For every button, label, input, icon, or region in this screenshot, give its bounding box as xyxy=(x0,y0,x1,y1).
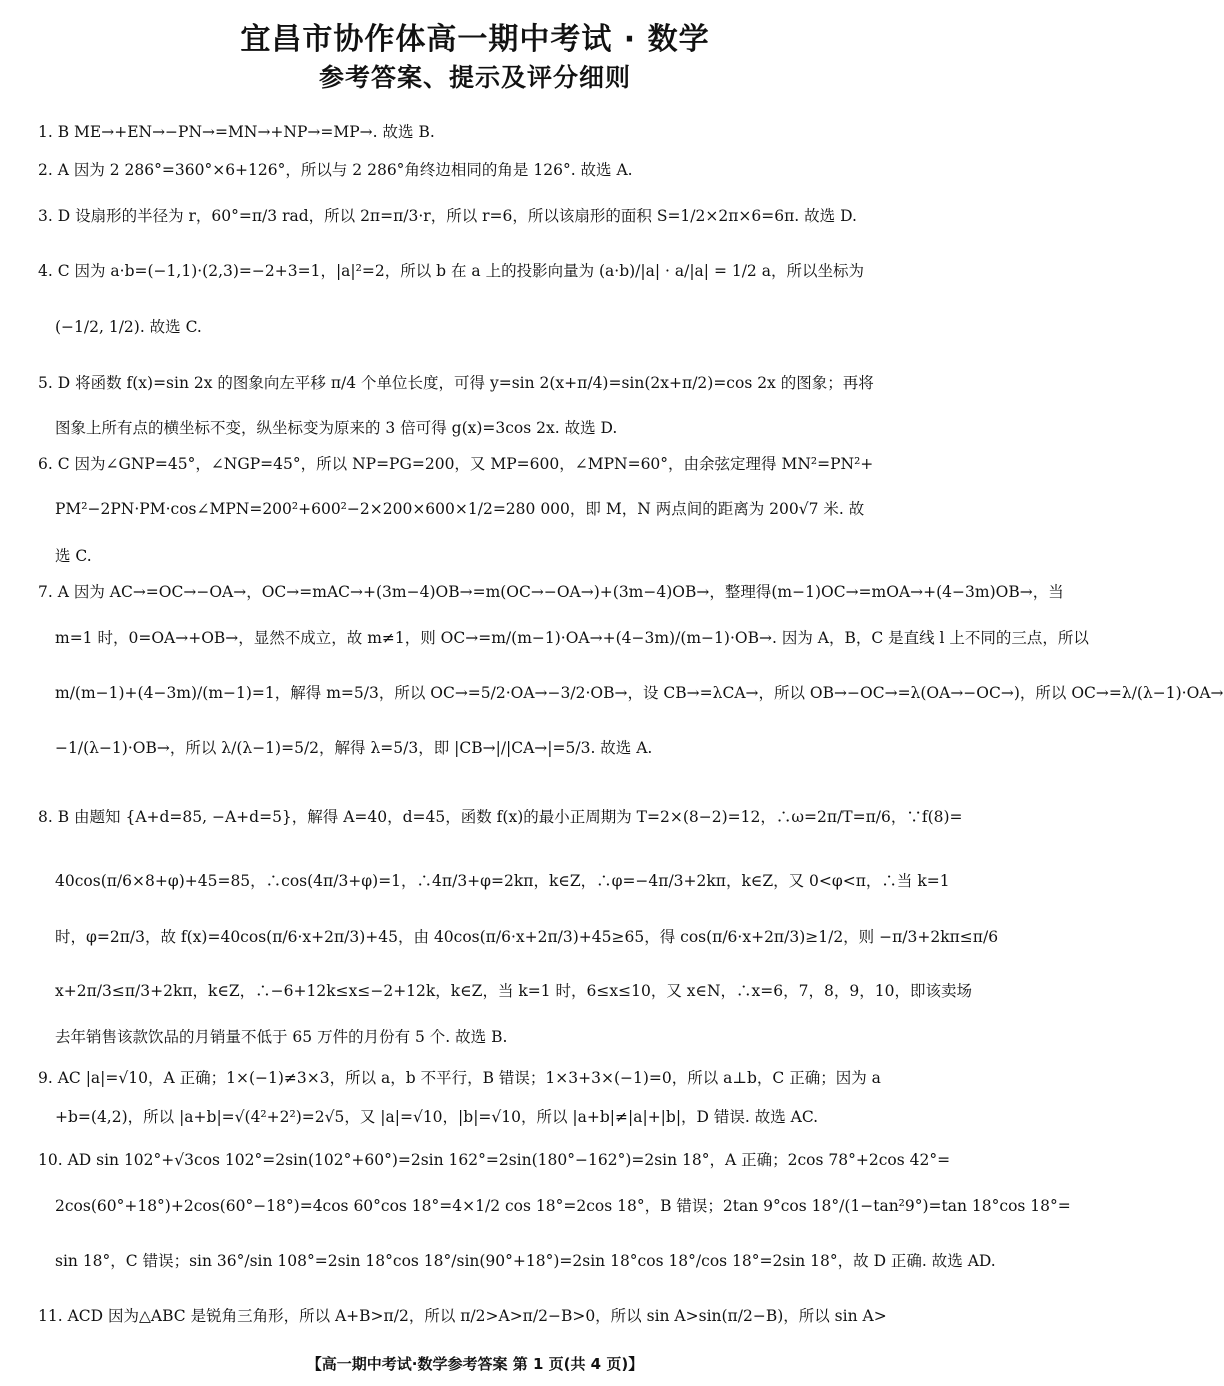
answer-7-line-2: m=1 时，0=OA→+OB→，显然不成立，故 m≠1，则 OC→=m/(m−1)·OA→+(4−3m)/(m−1)·OB→. 因为 A，B，C 是直线 l 上不同的三点，所以 xyxy=(55,629,1089,647)
answer-7-line-4: −1/(λ−1)·OB→，所以 λ/(λ−1)=5/2，解得 λ=5/3，即 |CB→|/|CA→|=5/3. 故选 A. xyxy=(55,739,653,757)
answer-10-line-3: sin 18°，C 错误；sin 36°/sin 108°=2sin 18°cos 18°/sin(90°+18°)=2sin 18°cos 18°/cos 18°=2sin 18°，故 D 正确. 故选 AD. xyxy=(55,1252,996,1270)
answer-7-line-1: 7. A 因为 AC→=OC→−OA→，OC→=mAC→+(3m−4)OB→=m(OC→−OA→)+(3m−4)OB→，整理得(m−1)OC→=mOA→+(4−3m)OB→，当 xyxy=(38,583,1064,601)
answer-4-line-1: 4. C 因为 a·b=(−1,1)·(2,3)=−2+3=1，|a|²=2，所以 b 在 a 上的投影向量为 (a·b)/|a| · a/|a| = 1/2 a，所以坐标为 xyxy=(38,262,864,280)
answer-3-line-1: 3. D 设扇形的半径为 r，60°=π/3 rad，所以 2π=π/3·r，所以 r=6，所以该扇形的面积 S=1/2×2π×6=6π. 故选 D. xyxy=(38,207,857,225)
answer-9-line-2: +b=(4,2)，所以 |a+b|=√(4²+2²)=2√5，又 |a|=√10，|b|=√10，所以 |a+b|≠|a|+|b|，D 错误. 故选 AC. xyxy=(55,1108,819,1126)
page-subtitle: 参考答案、提示及评分细则 xyxy=(318,63,631,92)
answer-6-line-3: 选 C. xyxy=(55,547,92,565)
answer-10-line-1: 10. AD sin 102°+√3cos 102°=2sin(102°+60°)=2sin 162°=2sin(180°−162°)=2sin 18°，A 正确；2cos 78°+2cos 42°= xyxy=(38,1151,951,1169)
answer-8-line-1: 8. B 由题知 {A+d=85, −A+d=5}，解得 A=40，d=45，函数 f(x)的最小正周期为 T=2×(8−2)=12，∴ω=2π/T=π/6，∵f(8)= xyxy=(38,808,963,826)
answer-8-line-4: x+2π/3≤π/3+2kπ，k∈Z，∴−6+12k≤x≤−2+12k，k∈Z，当 k=1 时，6≤x≤10，又 x∈N，∴x=6，7，8，9，10，即该卖场 xyxy=(55,982,972,1000)
answer-6-line-1: 6. C 因为∠GNP=45°，∠NGP=45°，所以 NP=PG=200，又 MP=600，∠MPN=60°，由余弦定理得 MN²=PN²+ xyxy=(38,455,874,473)
page-footer: 【高一期中考试·数学参考答案 第 1 页(共 4 页)】 xyxy=(306,1355,644,1373)
answer-11-line-1: 11. ACD 因为△ABC 是锐角三角形，所以 A+B>π/2，所以 π/2>A>π/2−B>0，所以 sin A>sin(π/2−B)，所以 sin A> xyxy=(38,1307,887,1325)
answer-8-line-5: 去年销售该款饮品的月销量不低于 65 万件的月份有 5 个. 故选 B. xyxy=(55,1028,508,1046)
answer-5-line-1: 5. D 将函数 f(x)=sin 2x 的图象向左平移 π/4 个单位长度，可得 y=sin 2(x+π/4)=sin(2x+π/2)=cos 2x 的图象；再将 xyxy=(38,374,874,392)
answer-10-line-2: 2cos(60°+18°)+2cos(60°−18°)=4cos 60°cos 18°=4×1/2 cos 18°=2cos 18°，B 错误；2tan 9°cos 18°/(1−tan²9°)=tan 18°cos 18°= xyxy=(55,1197,1071,1215)
answer-2-line-1: 2. A 因为 2 286°=360°×6+126°，所以与 2 286°角终边相同的角是 126°. 故选 A. xyxy=(38,161,633,179)
page-title: 宜昌市协作体高一期中考试 · 数学 xyxy=(240,22,710,57)
answer-5-line-2: 图象上所有点的横坐标不变，纵坐标变为原来的 3 倍可得 g(x)=3cos 2x. 故选 D. xyxy=(55,419,618,437)
answer-7-line-3: m/(m−1)+(4−3m)/(m−1)=1，解得 m=5/3，所以 OC→=5/2·OA→−3/2·OB→，设 CB→=λCA→，所以 OB→−OC→=λ(OA→−OC→)，所以 OC→=λ/(λ−1)·OA→ xyxy=(55,684,1224,702)
answer-8-line-2: 40cos(π/6×8+φ)+45=85，∴cos(4π/3+φ)=1，∴4π/3+φ=2kπ，k∈Z，∴φ=−4π/3+2kπ，k∈Z，又 0<φ<π，∴当 k=1 xyxy=(55,872,950,890)
answer-6-line-2: PM²−2PN·PM·cos∠MPN=200²+600²−2×200×600×1/2=280 000，即 M，N 两点间的距离为 200√7 米. 故 xyxy=(55,500,865,518)
answer-9-line-1: 9. AC |a|=√10，A 正确；1×(−1)≠3×3，所以 a，b 不平行，B 错误；1×3+3×(−1)=0，所以 a⊥b，C 正确；因为 a xyxy=(38,1069,881,1087)
answer-4-line-2: (−1/2, 1/2). 故选 C. xyxy=(55,318,202,336)
answer-1-line-1: 1. B ME→+EN→−PN→=MN→+NP→=MP→. 故选 B. xyxy=(38,123,435,141)
answer-8-line-3: 时，φ=2π/3，故 f(x)=40cos(π/6·x+2π/3)+45，由 40cos(π/6·x+2π/3)+45≥65，得 cos(π/6·x+2π/3)≥1/2，则 −π/3+2kπ≤π/6 xyxy=(55,928,999,946)
